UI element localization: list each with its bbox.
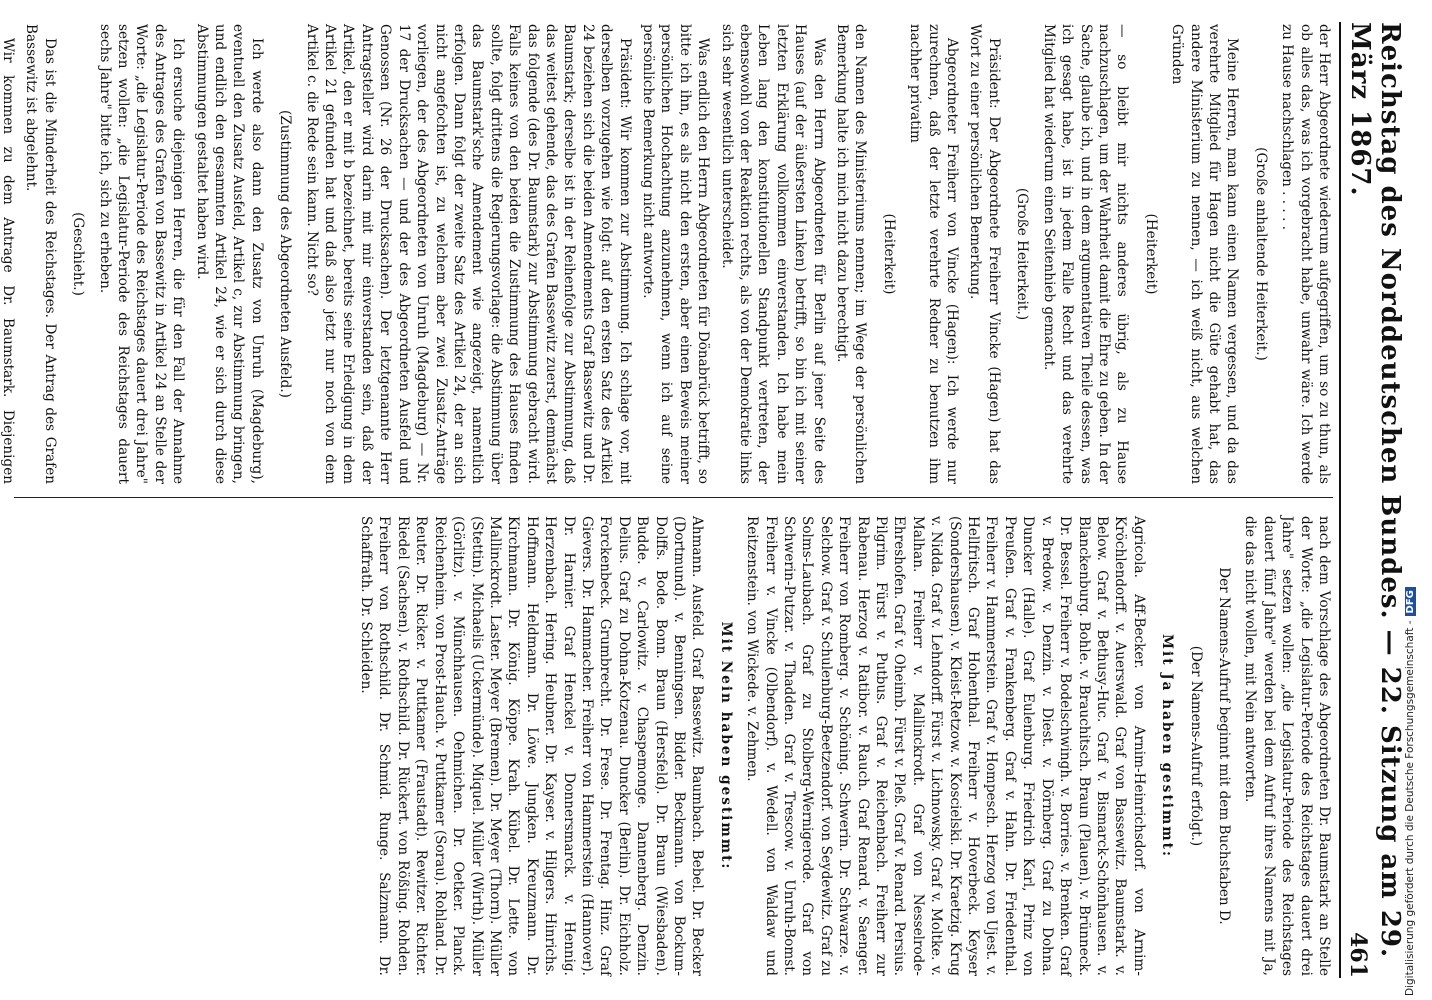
left-column-paragraph: Was den Herrn Abgeordneten für Berlin auf jener Seite des Hauses (auf der äußersten Linken) betrifft, so bin ich mit seiner letzten Erklärung vollkommen einverstanden. Ich habe mein Leben lang den konstitutionellen Standpunkt vertreten, der ebensowohl von der Reaktion rechts, als von der Demokratie links sich sehr wesentlich unterscheidet.	[718, 24, 827, 484]
left-column-paragraph: Ich ersuche diejenigen Herren, die für den Fall der Annahme des Antrages des Grafen von Bassewitz in Artikel 24 an Stelle der Worte: „die Legislatur-Periode des Reichstages dauert drei Jahre" setzen wollen: „die Legislatur-Periode des Reichstages dauert sechs Jahre" bitte ich, sich zu erheben.	[96, 24, 187, 484]
left-column-paragraph: Meine Herren, man kann einen Namen vergessen, und da das verehrte Mitglied für Hagen nicht die Güte gehabt hat, das andere Ministerium zu nennen, — ich weiß nicht, aus welchen Gründen	[1169, 24, 1241, 484]
left-column-paragraph: Präsident: Der Abgeordnete Freiherr Vincke (Hagen) hat das Wort zu einer persönlichen Bemerkung.	[967, 24, 1002, 484]
left-column-paragraph: (Große Heiterkeit.)	[1014, 187, 1031, 321]
dfg-notice-text: Digitalisierung gefördert durch die Deutsche Forschungsgemeinschaft -	[1404, 620, 1416, 996]
left-column-paragraph: (Zustimmung des Abgeordneten Ausfeld.)	[277, 110, 294, 398]
right-column-paragraph: Mit Nein haben gestimmt:	[717, 621, 734, 871]
running-head-title: Reichstag des Norddeutschen Bundes. — 22. Sitzung am 29. März 1867.	[1345, 22, 1405, 959]
right-column-paragraph: Ahmann. Ausfeld. Graf Bassewitz. Baumbach. Bebel. Dr. Becker (Dortmund). v. Benningsen. Bidder. Beckmann. von Bockum-Dolffs. Bode. Bonn. Braun (Hersfeld). Dr. Braun (Wiesbaden). Budde. v. Carlowitz. v. Chaspemonge. Dannenberg. Denzin. Delius. Graf zu Dohna-Kotzenau. Duncker (Berlin). Dr. Eichholz. Forckenbeck. Grumbrecht. Dr. Frese. Dr. Frentag. Hinz. Graf Gievers. Dr. Hammacher. Freiherr von Hammerstein (Hannover). Dr. Harnier. Graf Henckel v. Donnersmarck. v. Hennig. Herzenbach. Hering. Heubner. Dr. Kayser. v. Hilgers. Hinrichs. Hoffmann. Heldmann. Dr. Löwe. Jungken. Kreuzmann. Dr. Kirchmann. Dr. König. Köppe. Krah. Kübel. Dr. Lette. von Mallinckrodt. Laster. Meyer (Bremen). Dr. Meyer (Thorn). Müller (Stettin). Michaelis (Uckermünde). Miquel. Müller (Wirth). Müller (Görlitz). v. Münchhausen. Oehmichen. Dr. Oetker. Planck. Reichenheim. von Prost-Hauch. v. Puttkamer (Sorau). Rohland. Dr. Reuter. Dr. Ricker. v. Puttkamer (Fraustadt). Rewitzer. Richter. Riedel (Sachsen). v. Rothschild. Dr. Rückert. von Rößing. Rohden. Freiherr von Rothschild. Dr. Schmid. Runge. Salzmann. Dr. Schaffrath. Dr. Schleiden.	[358, 516, 706, 976]
right-column-paragraph: Agricola. Aff-Becker. von Arnim-Heinrichsdorf. von Arnim-Kröchlendorff. v. Auerswald. Graf von Bassewitz. Baumstark. v. Below. Graf v. Bethusy-Huc. Graf v. Bismarck-Schönhausen. v. Blanckenburg. Bohle. v. Brauchitsch. Braun (Plauen). v. Brünneck. Dr. Bessel. Freiherr v. Bodelschwingh. v. Borries. v. Brenken. Graf v. Bredow. v. Denzin. v. Diest. v. Dörnberg. Graf zu Dohna. Duncker (Halle). Graf Eulenburg. Friedrich Karl, Prinz von Preußen. Graf v. Frankenberg. Graf v. Hahn. Dr. Friedenthal. Freiherr v. Hammerstein. Graf v. Hompesch. Herzog von Ujest. v. Hellfritsch. Graf Hohenthal. Freiherr v. Hoverbeck. Keyser (Sondershausen). v. Kleist-Retzow. v. Koscielski. Dr. Kraetzig. Krug v. Nidda. Graf v. Lehndorff. Fürst v. Lichnowsky. Graf v. Moltke. v. Malhan. Freiherr v. Mallinckrodt. Graf von Nesselrode-Ehreshofen. Graf v. Oheimb. Fürst v. Pleß. Graf v. Renard. Persius. Pilgrim. Fürst v. Putbus. Graf v. Reichenbach. Freiherr zur Rabenau. Herzog v. Ratibor. v. Rauch. Graf Renard. v. Saenger. Freiherr von Romberg. v. Schöning. Schwerin. Dr. Schwarze. v. Selchow. Graf v. Schulenburg-Beetzendorf. von Seydewitz. Graf zu Solms-Laubach. Graf zu Stolberg-Wernigerode. Graf von Schwerin-Putzar. v. Thadden. Graf v. Trescow. v. Unruh-Bomst. Freiherr v. Vincke (Olbendorf). v. Wedell. von Waldaw und Reitzenstein. von Wickede. v. Zehmen.	[744, 516, 1147, 976]
left-column-paragraph: Wir kommen zu dem Antrage Dr. Baumstark. Diejenigen	[0, 38, 16, 484]
left-column-paragraph: — so bleibt mir nichts anderes übrig, als zu Hause nachzuschlagen, um der Wahrheit damit die Ehre zu geben. In der Sache, glaube ich, und in dem argumentativen Theile dessen, was ich gesagt habe, ist in jedem Falle Recht und das verehrte Mitglied hat wiederum einen Seitenhieb gemacht.	[1040, 24, 1131, 484]
right-column-paragraph: Mit Ja haben gestimmt:	[1159, 634, 1176, 858]
left-column-paragraph: Präsident: Wir kommen zur Abstimmung. Ich schlage vor, mit derselben vorzugehen wie folgt: auf den ersten Satz des Artikel 24 beziehen sich die beiden Amendements Graf Bassewitz und Dr. Baumstark; derselbe ist in der Reihenfolge zur Abstimmung, daß das weitest gehende, das des Grafen Bassewitz zuerst, demnächst das folgende (des Dr. Baumstark) zur Abstimmung gebracht wird. Falls keines von den beiden die Zustimmung des Hauses finden sollte, folgt drittens die Regierungsvorlage: die Abstimmung über das Baumstark'sche Amendement wie angezeigt, namentlich erfolgen. Dann folgt der zweite Satz des Artikel 24, der an sich nicht angefochten ist, zu welchem aber zwei Zusatz-Anträge vorliegen, der des Abgeordneten von Unruh (Magdeburg) — Nr. 17 der Drucksachen — und der des Abgeordneten Ausfeld und Genossen (Nr. 26 der Drucksachen). Der letztgenannte Herr Antragsteller wird darin mit mir einverstanden sein, daß der Artikel, den er mit b bezeichnet, bereits seine Erledigung in dem Artikel 21 gefunden hat und daß also jetzt nur noch von dem Artikel c. die Rede sein kann. Nicht so?	[303, 24, 633, 484]
running-head	[1339, 22, 1405, 978]
column-divider	[14, 497, 1333, 498]
left-column-paragraph: (Heiterkeit)	[1142, 213, 1159, 295]
left-column-paragraph: Das ist die Minderheit des Reichstages. Der Antrag des Grafen Bassewitz ist abgelehnt.	[23, 24, 58, 484]
page-number: 461	[1345, 932, 1371, 978]
dfg-logo: DFG	[1405, 587, 1416, 616]
left-text-column	[0, 24, 1333, 484]
left-column-paragraph: den Namen des Ministeriums nennen; im Wege der persönlichen Bemerkung halte ich mich nicht dazu berechtigt.	[834, 24, 869, 484]
right-column-paragraph: Der Namens-Aufruf beginnt mit dem Buchstaben D.	[1215, 567, 1232, 925]
left-column-paragraph: Ich werde also dann den Zusatz von Unruh (Magdeburg), eventuell den Zusatz Ausfeld, Artikel c, zur Abstimmung bringen, und endlich den gesammten Artikel 24, wie er sich durch diese Abstimmungen gestaltet haben wird.	[193, 24, 265, 484]
left-column-paragraph: (Geschieht.)	[70, 212, 87, 296]
left-column-paragraph: (Heiterkeit)	[880, 213, 897, 295]
right-column-paragraph: (Der Namens-Aufruf erfolgt.)	[1187, 645, 1204, 847]
right-column-paragraph: nach dem Vorschlage des Abgeordneten Dr. Baumstark an Stelle der Worte: „die Legislatur-Periode des Reichstages dauert drei Jahre" setzen wollen: „die Legislatur-Periode des Reichstages dauert fünf Jahre" werden bei dem Aufruf ihres Namens mit Ja, die das nicht wollen, mit Nein antworten.	[1242, 516, 1332, 976]
dfg-notice	[1404, 587, 1416, 996]
left-column-paragraph: (Große anhaltende Heiterkeit.)	[1252, 147, 1269, 361]
left-column-paragraph: Was endlich den Herrn Abgeordneten für Dönabrück betrifft, so bitte ich ihn, es als nicht den ersten, aber einen Beweis meiner persönlichen Hochachtung anzunehmen, wenn ich auf seine persönliche Bemerkung nicht antworte.	[640, 24, 712, 484]
left-column-paragraph: Abgeordneter Freiherr von Vincke (Hagen): Ich werde nur zurechnen, daß der letzte verehrte Redner zu benutzen ihm nachher privatim	[907, 24, 961, 484]
left-column-paragraph: der Herr Abgeordnete wiederum aufgegriffen, um so zu thun, als ob alles das, was ich vorgebracht habe, unwahr wäre. Ich werde zu Hause nachschlagen . . . . .	[1279, 24, 1332, 484]
right-text-column	[10, 516, 1333, 976]
